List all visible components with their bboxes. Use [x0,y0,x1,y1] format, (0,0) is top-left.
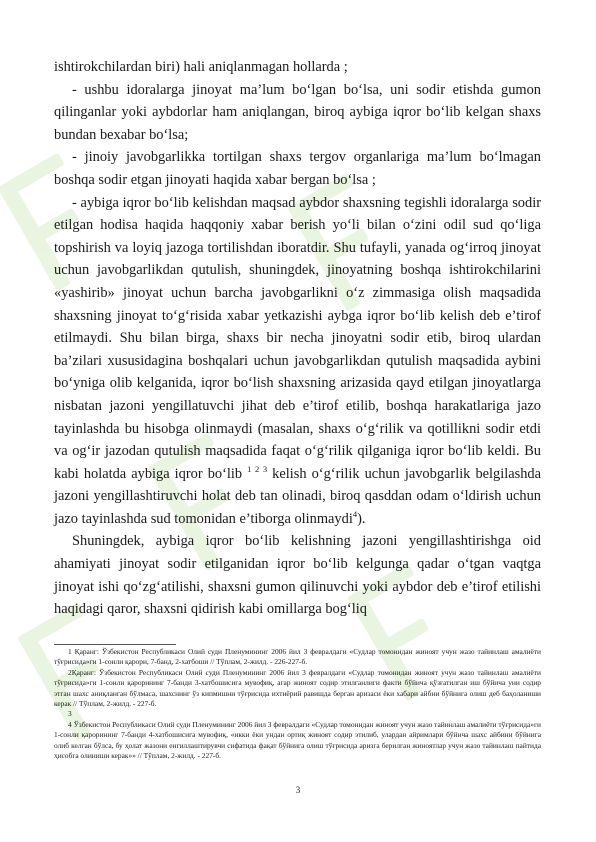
paragraph-text: - aybiga iqror bo‘lib kelishdan maqsad aybdor shaxsning tegishli idoralarga sodir etilgan hodisa haqida haqqoniy xabar berish yo‘li bilan o‘zini odil sud qo‘liga topshirish va loyiq jazoga tortilishdan iboratdir. Shu tufayli, yanada og‘irroq jinoyat uchun javobgarlikdan qutulish, shuningdek, jinoyatning boshqa ishtirokchilarini «yashirib» jinoyat uchun barcha javobgarlikni o‘z zimmasiga olish maqsadida shaxsning jinoyat to‘g‘risida xabar yetkazishi aybga iqror bo‘lib kelish deb e’tirof etilmaydi. Shu bilan birga, shaxs bir necha jinoyatni sodir etib, biroq ulardan ba’zilari xususidagina boshqalari uchun javobgarlikdan qutulish maqsadida aybini bo‘yniga olib kelganida, iqror bo‘lish shaxsning arizasida qayd etilgan jinoyatlarga nisbatan jazoni yengillatuvchi jihat deb e’tirof etilib, boshqa harakatlariga jazo tayinlashda bu hisobga olinmaydi (masalan, shaxs o‘g‘rilik va qotillikni sodir etdi va og‘ir jazodan qutulish maqsadida faqat o‘g‘rilik qilganiga iqror bo‘lib keldi. Bu kabi holatda aybiga iqror bo‘lib [54,194,541,482]
paragraph-text: kelish o‘g‘rilik uchun javobgarlik belgilashda jazoni yengillashtiruvchi holat deb tan olinadi, biroq qasddan odam o‘ldirish uchun jazo tayinlashda sud tomonidan e’tiborga olinmaydi [54,465,541,527]
footnote-reference: 1 2 3 [247,463,268,474]
footnote: 2Қаранг: Ўзбекистон Республикаси Олий суди Пленумининг 2006 йил 3 февралдаги «Судлар томонидан жиноят учун жазо тайинлаш амалиёти тўғрисида»ги 1-сонли қарорининг 7-банди 3-хатбошисига мувофиқ, агар жиноят содир этилганлиги факти бўйича қўзғатилган иш бўйича уни содир этган шахс аниқланган бўлмаса, шахснинг ўз кипмишни тўғрисида ихтиёрий равишда берган аризаси ёки хабари айбни бўйнига олиш деб баҳоланиши керак // Тўплам, 2-жилд. - 227-б. [54,667,541,709]
page-number: 3 [295,785,301,795]
footnote: 4 Ўзбекистон Республикаси Олий суди Пленумининг 2006 йил 3 февралдаги «Судлар томонидан жиноят учун жазо тайинлаш амалиёти тўғрисида»ги 1-сонли қарорининг 7-банди 4-хатбошисига мувофиқ, «икки ёки ундан ортиқ жиноят содир этилиб, улардан айримлари бўйича шахс айбини бўйнига олиб келган бўлса, бу ҳолат жазони енгиллаштирувчи сифатида фақат бўйнига олиш тўғрисида аризга берилган жиноятлар учун жазо тайинлаш пайтида ҳисобга олиниши керак»» // Тўплам, 2-жилд. - 227-б. [54,719,541,761]
paragraph [54,192,541,531]
paragraph-text: ). [357,510,366,527]
footnote: 3 [68,709,72,719]
paragraph: ishtirokchilardan biri) hali aniqlanmagan hollarda ; [54,59,348,75]
document-body [54,56,541,621]
paragraph: Shuningdek, aybiga iqror bo‘lib kelishning jazoni yengillashtirishga oid ahamiyati jinoyat sodir etilganidan iqror bo‘lib kelgunga qadar o‘tgan vaqtga jinoyat ishi qo‘zg‘atilishi, shaxsni gumon qilinuvchi yoki aybdor deb e’tirof etilishi haqidagi qaror, shaxsni qidirish kabi omillarga bog‘liq [54,533,541,618]
paragraph: - jinoiy javobgarlikka tortilgan shaxs tergov organlariga ma’lum bo‘lmagan boshqa sodir etgan jinoyati haqida xabar bergan bo‘lsa ; [54,149,541,188]
footnote-reference: 4 [352,509,358,520]
footnote-separator [54,644,176,645]
footnote: 1 Қаранг: Ўзбекистон Республикаси Олий суди Пленумининг 2006 йил 3 февралдаги «Судлар томонидан жиноят учун жазо тайинлаш амалиёти тўғрисида»ги 1-сонли қарори, 7-банд, 2-хатбоши // Тўплам, 2-жилд. - 226-227-б. [54,647,541,667]
footnotes [54,644,541,761]
paragraph: - ushbu idoralarga jinoyat ma’lum bo‘lgan bo‘lsa, uni sodir etishda gumon qilinganlar yoki aybdorlar ham aniqlangan, biroq aybiga iqror bo‘lib kelgan shaxs bundan bexabar bo‘lsa; [54,81,541,143]
